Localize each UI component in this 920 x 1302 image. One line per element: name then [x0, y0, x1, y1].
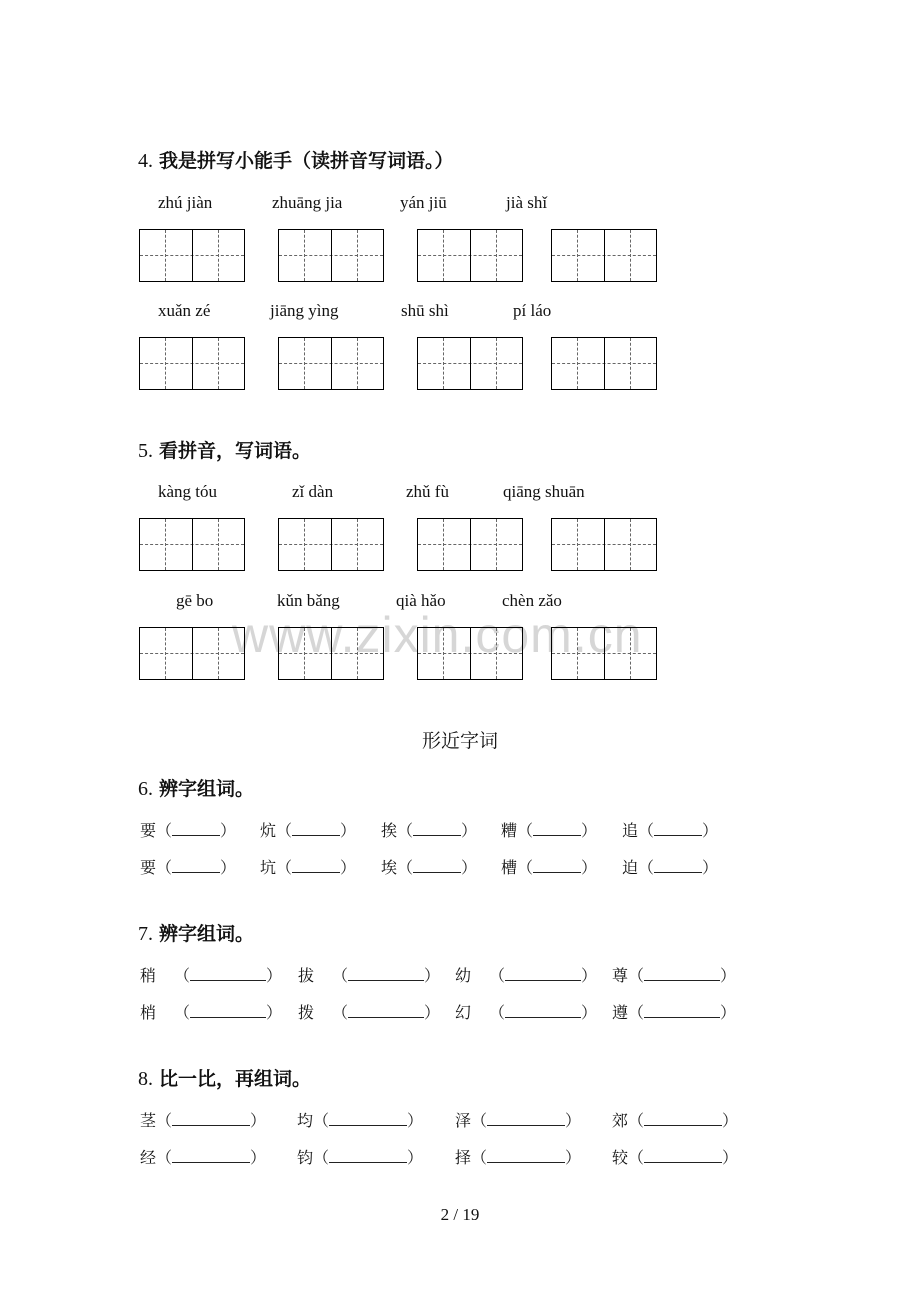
pinyin-5-2-4: chèn zǎo [502, 591, 562, 610]
pinyin-5-1-3: zhǔ fù [406, 482, 449, 501]
section-4-heading [138, 146, 454, 173]
writing-box[interactable] [278, 229, 384, 282]
char-blank[interactable]: 尊（ ） [612, 966, 737, 985]
section-5-number: 5. [138, 440, 153, 462]
writing-box[interactable] [139, 627, 245, 680]
char-blank[interactable]: 择（ ） [455, 1148, 582, 1167]
writing-box[interactable] [551, 518, 657, 571]
char-blank[interactable]: 泽（ ） [455, 1111, 582, 1130]
section-6-title: 辨字组词。 [159, 778, 255, 800]
char-blank[interactable]: 追（ ） [622, 821, 719, 840]
char-blank[interactable]: 挨（ ） [381, 821, 478, 840]
writing-box[interactable] [417, 229, 523, 282]
char-blank[interactable]: 迫（ ） [622, 858, 719, 877]
char-blank[interactable]: 钧（ ） [297, 1148, 424, 1167]
writing-box[interactable] [278, 518, 384, 571]
pinyin-4-2-2: jiāng yìng [270, 301, 339, 320]
writing-box[interactable] [139, 337, 245, 390]
writing-box[interactable] [417, 627, 523, 680]
page-number: 2 / 19 [440, 1205, 480, 1224]
char-blank[interactable]: 要（ ） [140, 858, 237, 877]
char-blank[interactable]: 均（ ） [297, 1111, 424, 1130]
writing-box[interactable] [551, 337, 657, 390]
char-blank[interactable]: 埃（ ） [381, 858, 478, 877]
pinyin-4-2-1: xuǎn zé [158, 301, 211, 320]
char-blank[interactable]: 梢 （ ） [140, 1003, 283, 1022]
pinyin-4-2-3: shū shì [401, 301, 449, 320]
pinyin-5-1-2: zǐ dàn [292, 482, 334, 501]
writing-box[interactable] [278, 627, 384, 680]
writing-box[interactable] [551, 627, 657, 680]
pinyin-4-1-3: yán jiū [400, 193, 447, 212]
section-7-row-2 [0, 1000, 920, 1022]
section-8-row-2 [0, 1145, 920, 1167]
char-blank[interactable]: 坑（ ） [260, 858, 357, 877]
section-8-title: 比一比，再组词。 [159, 1068, 312, 1090]
char-blank[interactable]: 幻 （ ） [455, 1003, 598, 1022]
section-4-number: 4. [138, 150, 153, 172]
writing-box[interactable] [417, 337, 523, 390]
writing-box[interactable] [417, 518, 523, 571]
pinyin-4-2-4: pí láo [513, 301, 552, 320]
writing-box[interactable] [551, 229, 657, 282]
section-8-heading [138, 1064, 311, 1091]
char-blank[interactable]: 幼 （ ） [455, 966, 598, 985]
section-8-row-1 [0, 1108, 920, 1130]
section-7-number: 7. [138, 923, 153, 945]
char-blank[interactable]: 稍 （ ） [140, 966, 283, 985]
pinyin-5-2-2: kǔn bǎng [277, 591, 340, 610]
pinyin-5-2-3: qià hǎo [396, 591, 446, 610]
writing-box[interactable] [278, 337, 384, 390]
section-8-number: 8. [138, 1068, 153, 1090]
section-7-row-1 [0, 963, 920, 985]
center-heading: 形近字词 [421, 730, 498, 752]
section-6-number: 6. [138, 778, 153, 800]
writing-box[interactable] [139, 229, 245, 282]
pinyin-5-1-4: qiāng shuān [503, 482, 585, 501]
pinyin-4-1-1: zhú jiàn [158, 193, 213, 212]
section-7-heading [138, 919, 254, 946]
watermark: www.zixin.com.cn [232, 607, 643, 663]
section-5-heading [138, 436, 311, 463]
char-blank[interactable]: 炕（ ） [260, 821, 357, 840]
char-blank[interactable]: 经（ ） [140, 1148, 267, 1167]
writing-box[interactable] [139, 518, 245, 571]
char-blank[interactable]: 较（ ） [612, 1148, 739, 1167]
section-7-title: 辨字组词。 [159, 923, 255, 945]
char-blank[interactable]: 糟（ ） [501, 821, 598, 840]
char-blank[interactable]: 郊（ ） [612, 1111, 739, 1130]
section-5-title: 看拼音，写词语。 [159, 440, 312, 462]
section-4-title: 我是拼写小能手（读拼音写词语。） [159, 150, 454, 172]
section-6-heading [138, 774, 254, 801]
char-blank[interactable]: 槽（ ） [501, 858, 598, 877]
section-6-row-1 [0, 818, 920, 840]
char-blank[interactable]: 拔 （ ） [298, 966, 441, 985]
char-blank[interactable]: 茎（ ） [140, 1111, 267, 1130]
pinyin-5-2-1: gē bo [176, 591, 214, 610]
char-blank[interactable]: 遵（ ） [612, 1003, 737, 1022]
char-blank[interactable]: 拨 （ ） [298, 1003, 441, 1022]
char-blank[interactable]: 要（ ） [140, 821, 237, 840]
section-6-row-2 [0, 855, 920, 877]
pinyin-5-1-1: kàng tóu [158, 482, 218, 501]
pinyin-4-1-4: jià shǐ [506, 193, 548, 212]
pinyin-4-1-2: zhuāng jia [272, 193, 343, 212]
